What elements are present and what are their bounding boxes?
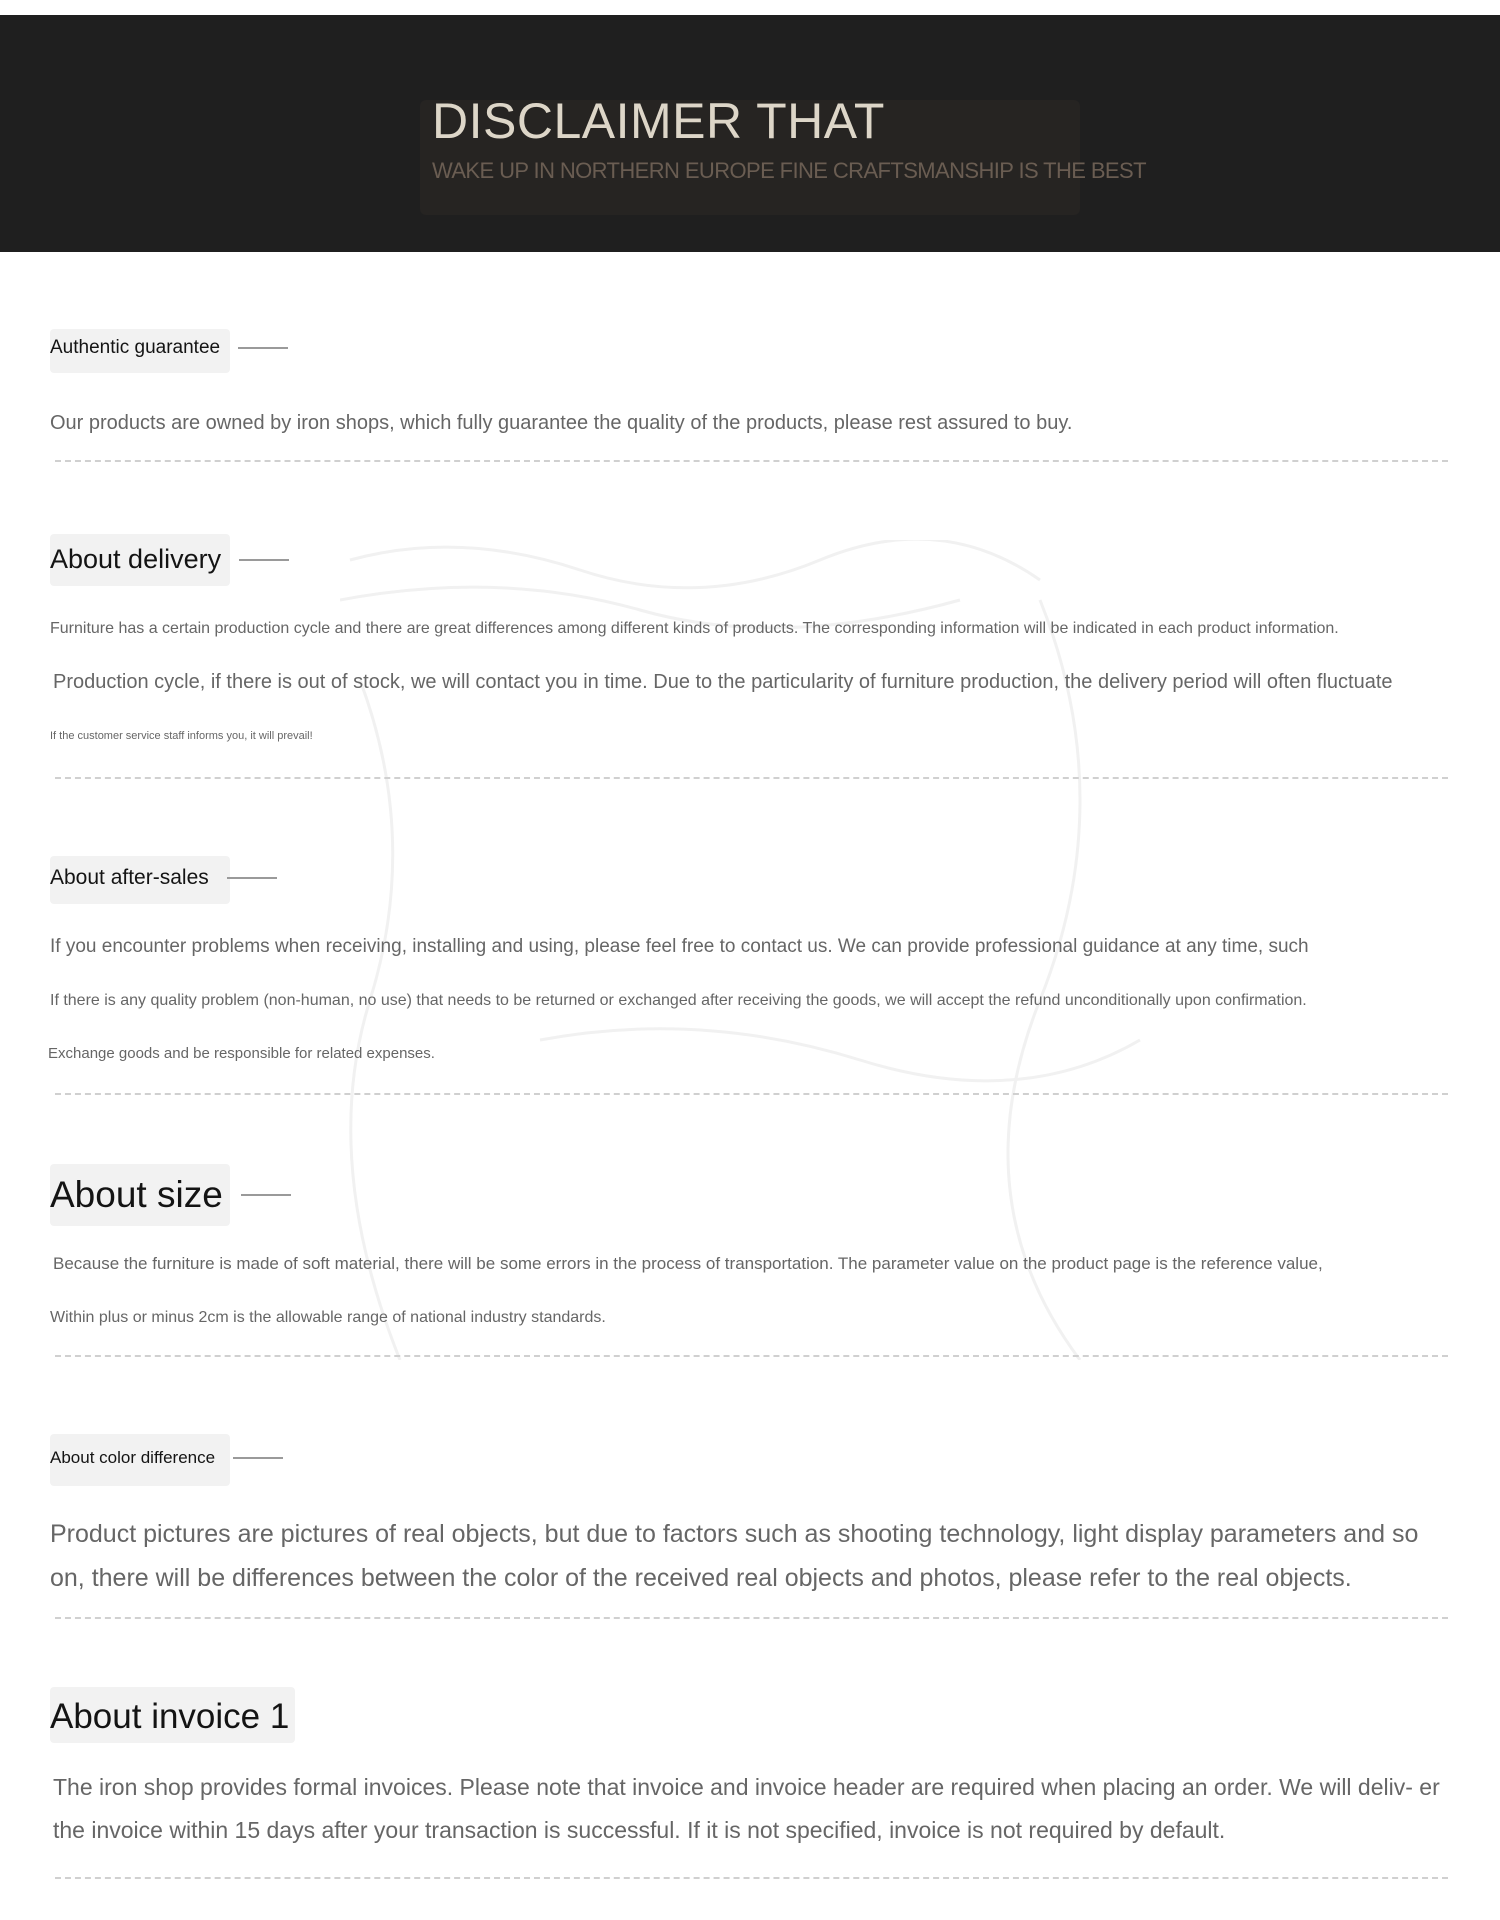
section-text: Our products are owned by iron shops, which fully guarantee the quality of the products, please rest assured to buy. — [50, 412, 1073, 434]
section-text: If there is any quality problem (non-human, no use) that needs to be returned or exchanged after receiving the goods, we will accept the refund unconditionally upon confirmation. — [50, 992, 1307, 1009]
section-text: Production cycle, if there is out of stock, we will contact you in time. Due to the particularity of furniture production, the delivery period will often fluctuate — [53, 671, 1393, 693]
section-heading: About invoice 1 — [50, 1697, 290, 1736]
section-divider — [55, 1877, 1448, 1879]
page-subtitle: WAKE UP IN NORTHERN EUROPE FINE CRAFTSMANSHIP IS THE BEST — [432, 158, 1146, 183]
section-authentic-guarantee — [50, 337, 288, 359]
section-text: Furniture has a certain production cycle and there are great differences among different kinds of products. The corresponding information will be indicated in each product information. — [50, 620, 1339, 637]
section-divider — [55, 1617, 1448, 1619]
section-text: The iron shop provides formal invoices. Please note that invoice and invoice header are required when placing an order. We will deliv- er the invoice within 15 days after your transaction is successful. If it is not specified, invoice is not required by default. — [53, 1774, 1440, 1843]
heading-underline — [241, 1194, 291, 1196]
heading-underline — [233, 1457, 283, 1459]
section-about-invoice — [50, 1697, 289, 1737]
section-text: Exchange goods and be responsible for related expenses. — [48, 1045, 435, 1062]
section-heading: About size — [50, 1174, 223, 1215]
section-text: If you encounter problems when receiving, installing and using, please feel free to contact us. We can provide professional guidance at any time, such — [50, 936, 1309, 957]
section-text: Because the furniture is made of soft material, there will be some errors in the process of transportation. The parameter value on the product page is the reference value, — [53, 1254, 1323, 1273]
section-divider — [55, 1093, 1448, 1095]
section-text: If the customer service staff informs you, it will prevail! — [50, 730, 313, 742]
section-heading: Authentic guarantee — [50, 337, 221, 358]
heading-underline — [239, 559, 289, 561]
section-divider — [55, 777, 1448, 779]
section-about-size — [50, 1174, 291, 1216]
section-about-delivery — [50, 544, 289, 575]
section-about-after-sales — [50, 866, 277, 890]
heading-underline — [227, 877, 277, 879]
section-divider — [55, 460, 1448, 462]
section-about-color-difference — [50, 1448, 283, 1468]
page-title: DISCLAIMER THAT — [432, 93, 885, 149]
top-margin — [0, 0, 1500, 15]
section-text: Within plus or minus 2cm is the allowable range of national industry standards. — [50, 1309, 606, 1326]
section-heading: About color difference — [50, 1448, 216, 1467]
section-divider — [55, 1355, 1448, 1357]
section-text: Product pictures are pictures of real objects, but due to factors such as shooting technology, light display parameters and so on, there will be differences between the color of the received real objects and photos, please refer to the real objects. — [50, 1520, 1419, 1592]
heading-underline — [238, 347, 288, 349]
section-heading: About after-sales — [50, 866, 209, 889]
section-heading: About delivery — [50, 544, 222, 574]
